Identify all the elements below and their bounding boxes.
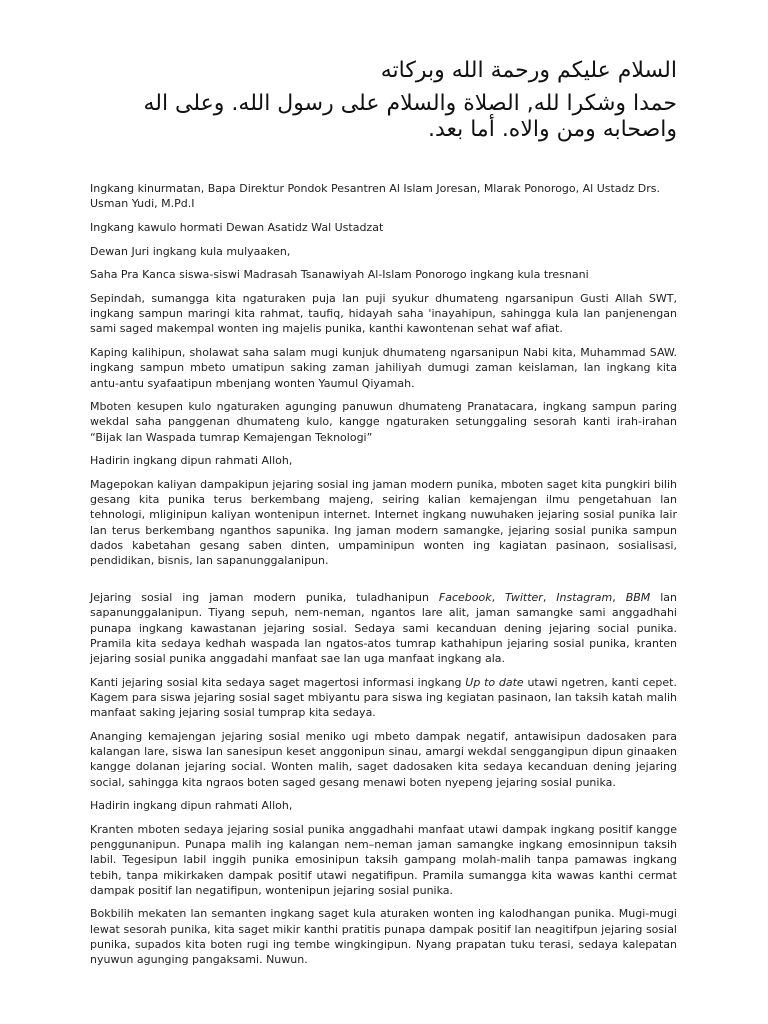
italic-term-instagram: Instagram [556, 591, 613, 605]
arabic-opening-praise: حمدا وشكرا لله, الصلاة والسلام على رسول الله. وعلى اله واصحابه ومن والاه. أما بعد. [143, 91, 677, 142]
paragraph-sholawat: Kaping kalihipun, sholawat saha salam mugi kunjuk dhumateng ngarsanipun Nabi kita, Muhammad SAW. ingkang sampun mbeto umatipun saking zaman jahiliyah dumugi zaman keislaman, lan ingkang kita antu-antu syafaatipun mbenjang wonten Yaumul Qiyamah. [90, 346, 677, 390]
text-run: , [612, 591, 626, 605]
paragraph-honorific-teachers: Ingkang kawulo hormati Dewan Asatidz Wal Ustadzat [90, 220, 384, 234]
paragraph-thanks-mc: Mboten kesupen kulo ngaturaken agunging panuwun dhumateng Pranatacara, ingkang sampun paring wekdal saha panggenan dhumateng kulo, kangge ngaturaken setunggaling sesorah kanti irah-irahan “Bijak lan Waspada tumrap Kemajengan Teknologi” [90, 400, 677, 444]
paragraph-honorific-jury: Dewan Juri ingkang kula mulyaaken, [90, 244, 291, 258]
italic-term-bbm: BBM [625, 591, 651, 605]
paragraph-honorific-students: Saha Pra Kanca siswa-siswi Madrasah Tsanawiyah Al-Islam Ponorogo ingkang kula tresnani [90, 268, 589, 282]
text-run: Kanti jejaring sosial kita sedaya saget magertosi informasi ingkang [90, 675, 466, 689]
paragraph-closing: Bokbilih mekaten lan semanten ingkang saget kula aturaken wonten ing kalodhangan punika. Mugi-mugi lewat sesorah punika, kita saget mikir kanthi pratitis punapa dampak positif lan neagitifpun jejaring sosial punika, supados kita boten rugi ing tembe wingkingipun. Nyang prapatan tuku terasi, sedaya kalepatan nyuwun agunging pangaksami. Nuwun. [90, 907, 677, 967]
paragraph-address-audience: Hadirin ingkang dipun rahmati Alloh, [90, 454, 293, 468]
paragraph-address-audience-2: Hadirin ingkang dipun rahmati Alloh, [90, 799, 293, 813]
text-run: Jejaring sosial ing jaman modern punika, tuladhanipun [90, 591, 439, 605]
text-run: , [491, 591, 506, 605]
italic-term-up-to-date: Up to date [465, 675, 524, 689]
paragraph-benefits [90, 675, 677, 721]
paragraph-honorific-director: Ingkang kinurmatan, Bapa Direktur Pondok Pesantren Al Islam Joresan, Mlarak Ponorogo, Al Ustadz Drs. Usman Yudi, M.Pd.I [90, 182, 661, 211]
text-run: lan sapanunggalanipun. Tiyang sepuh, nem-neman, ngantos lare alit, jaman samangke sami anggadhahi punapa ingkang kawastanan jejaring sosial. Sedaya sami kecanduan dening jejaring social punika. Pramila kita sedaya kedhah waspada lan ngatos-atos tumrap kathahipun jejaring sosial punika, kranten jejaring sosial punika anggadahi manfaat sae lan uga manfaat ingkang ala. [90, 591, 678, 666]
text-run: , [542, 591, 557, 605]
paragraph-youth-caution: Kranten mboten sedaya jejaring sosial punika anggadhahi manfaat utawi dampak ingkang positif kangge penggunanipun. Punapa malih ing kalangan nem–neman jaman samangke ingkang emosinnipun taksih labil. Tegesipun labil inggih punika emosinipun taksih gampang molah-malih tanpa pamawas ingkang tebih, tanpa mikirkaken dampak positif utawi negatifipun. Pramila sumangga kita wawas kanthi cermat dampak positif lan negatifipun, wontenipun jejaring sosial punika. [90, 822, 677, 897]
text-run: utawi ngetren, kanti cepet. Kagem para siswa jejaring sosial saget mbiyantu para siswa ing kegiatan pasinaon, lan taksih katah malih manfaat saking jejaring sosial tumprap kita sedaya. [90, 675, 677, 720]
italic-term-twitter: Twitter [505, 591, 543, 605]
speech-body [90, 181, 677, 976]
paragraph-social-media-intro: Magepokan kaliyan dampakipun jejaring sosial ing jaman modern punika, mboten saget kita pungkiri bilih gesang kita punika terus berkembang majeng, seiring kalian kemajengan ilmu pengetahuan lan tehnologi, mliginipun kaliyan wontenipun internet. Internet ingkang nuwuhaken jejaring sosial punika lair lan terus berkembang nganthos sapunika. Ing jaman modern samangke, jejaring sosial punika sampun dados kabetahan gesang saben dinten, umpaminipun wonten ing kagiatan pasinaon, sosialisasi, pendidikan, bisnis, lan sapanunggalanipun. [90, 478, 677, 568]
paragraph-gratitude: Sepindah, sumangga kita ngaturaken puja lan puji syukur dhumateng ngarsanipun Gusti Allah SWT, ingkang sampun maringi kita rahmat, taufiq, hidayah saha 'inayahipun, sahingga kula lan panjenengan sami saged makempal wonten ing majelis punika, kanthi kawontenan sehat waf afiat. [90, 292, 677, 336]
arabic-greeting: السلام عليكم ورحمة الله وبركاته [380, 58, 677, 83]
paragraph-social-media-examples [90, 590, 677, 666]
paragraph-negative-impact: Ananging kemajengan jejaring sosial meniko ugi mbeto dampak negatif, antawisipun dadosaken para kalangan lare, siswa lan sanesipun keset anggonipun sinau, amargi wekdal senggangipun dipun ginaaken kangge dolanan jejaring social. Wonten malih, saget dadosaken kita sedaya kecanduan dening jejaring social, sahingga kita ngraos boten saged gesang menawi boten nyepeng jejaring sosial punika. [90, 729, 677, 789]
italic-term-facebook: Facebook [438, 591, 492, 605]
